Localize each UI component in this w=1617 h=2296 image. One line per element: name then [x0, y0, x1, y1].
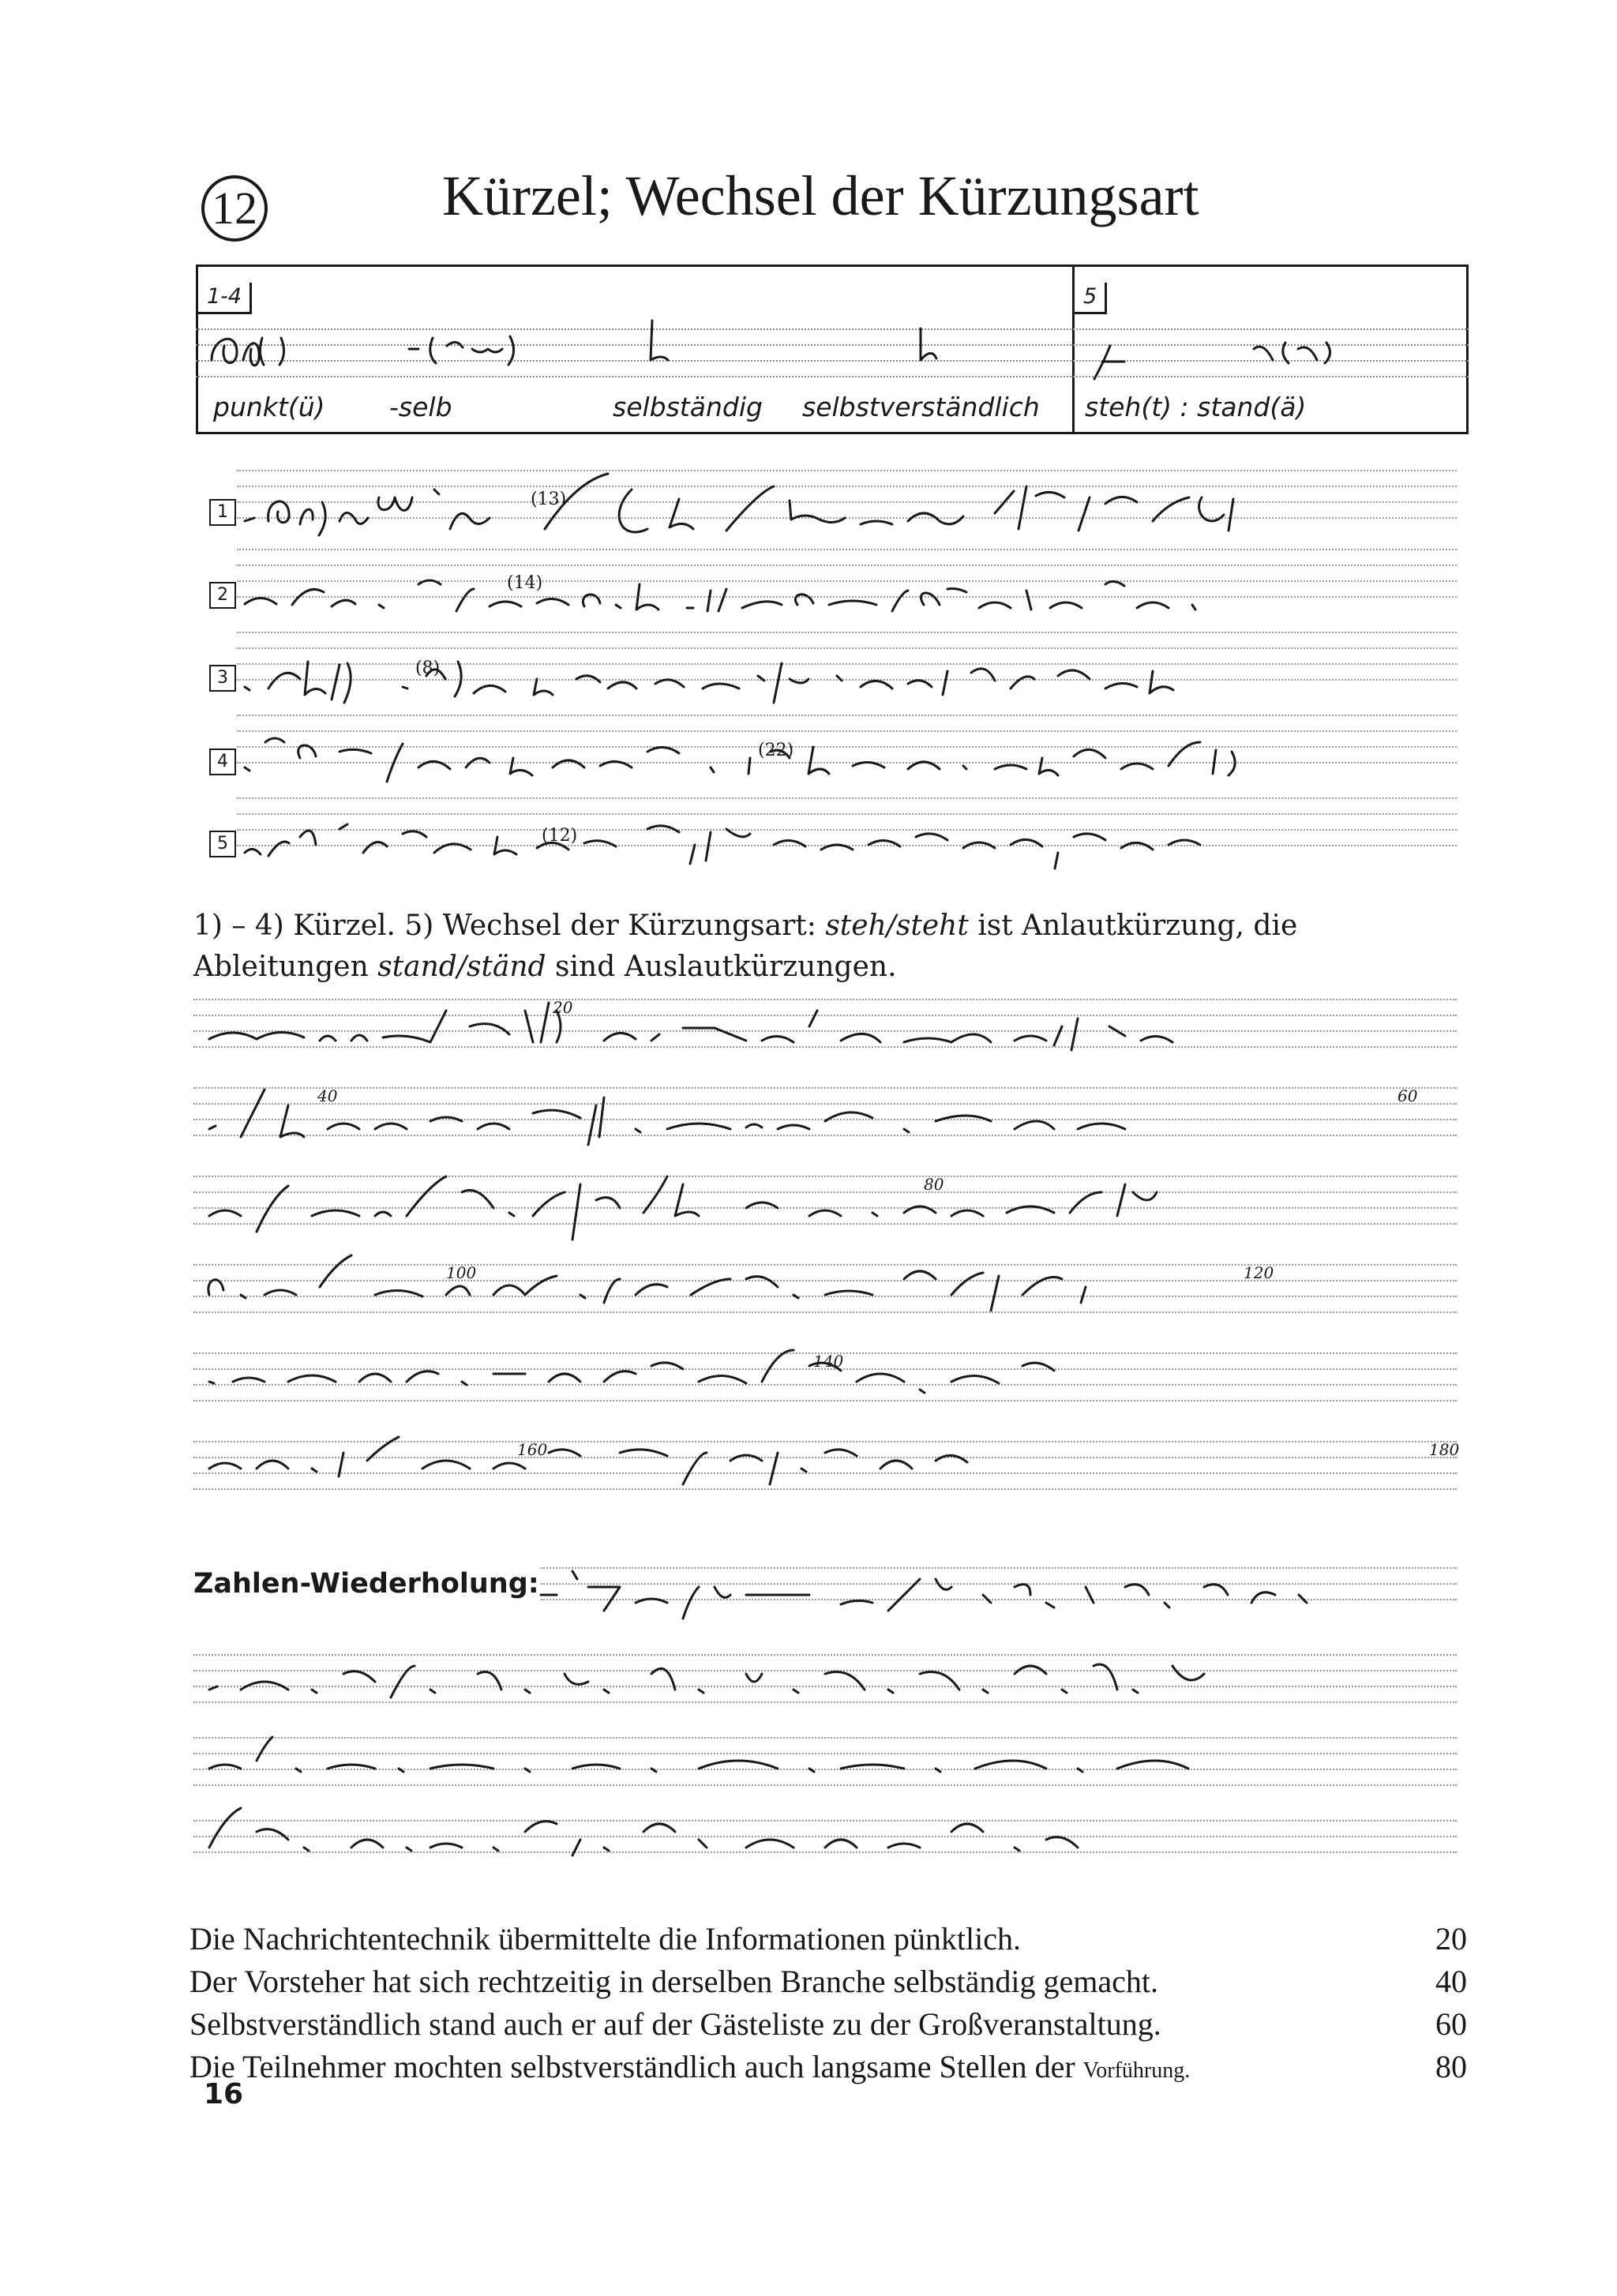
marker-12: (12): [542, 826, 578, 846]
group-tag-5: 5: [1072, 283, 1107, 314]
transcript-text-4: Die Teilnehmer mochten selbstverständlich auch langsame Stellen der Vorführung.: [189, 2049, 1191, 2084]
transcript-count-3: 60: [1435, 2006, 1467, 2042]
keyword-selbstverstaendlich: selbstverständlich: [802, 392, 1040, 422]
shorthand-text-drawing: [193, 979, 1460, 1532]
text-count-80: 80: [924, 1175, 944, 1194]
shorthand-key-table: [196, 264, 1469, 434]
table-border-bottom: [196, 432, 1469, 434]
keyword-selbstaendig: selbständig: [613, 392, 763, 422]
key-shorthand-drawing: [196, 267, 1469, 385]
marker-13: (13): [531, 490, 567, 509]
marker-22: (22): [758, 741, 794, 760]
exercise-label-5: 5: [209, 831, 236, 857]
lesson-number: 12: [212, 182, 257, 234]
text-count-160: 160: [517, 1440, 548, 1459]
page-title: Kürzel; Wechsel der Kürzungsart: [442, 164, 1199, 227]
explanation-suffix: sind Auslautkürzungen.: [546, 951, 897, 983]
text-count-180: 180: [1429, 1440, 1460, 1459]
text-count-40: 40: [317, 1086, 338, 1105]
transcript-tail-4: Vorführung.: [1082, 2058, 1191, 2083]
marker-14: (14): [507, 573, 543, 593]
transcript-count-4: 80: [1435, 2049, 1467, 2084]
exercise-label-1: 1: [209, 499, 236, 526]
explanation-prefix: 1) – 4) Kürzel. 5) Wechsel der Kürzungsart:: [193, 910, 826, 942]
transcript-line-2: [189, 1961, 1467, 2002]
transcript-line-3: [189, 2004, 1467, 2045]
keyword-punkt: punkt(ü): [213, 392, 325, 422]
text-count-120: 120: [1244, 1263, 1274, 1282]
lesson-number-badge: [201, 175, 268, 242]
text-count-140: 140: [813, 1352, 844, 1371]
transcript-line-4: [189, 2047, 1467, 2092]
text-count-100: 100: [446, 1263, 477, 1282]
explanation-emphasis-stand: stand/ständ: [377, 951, 546, 983]
exercise-label-4: 4: [209, 748, 236, 775]
page-number: 16: [204, 2078, 244, 2110]
exercise-label-3: 3: [209, 665, 236, 692]
exercise-label-2: 2: [209, 582, 236, 609]
text-count-20: 20: [553, 998, 573, 1017]
transcript-text-2: Der Vorsteher hat sich rechtzeitig in derselben Branche selbständig gemacht.: [189, 1964, 1158, 1999]
text-count-60: 60: [1398, 1086, 1418, 1105]
explanation-text: [193, 906, 1457, 988]
transcript-text-3: Selbstverständlich stand auch er auf der Gästeliste zu der Großveranstaltung.: [189, 2006, 1161, 2042]
group-tag-1-4: 1-4: [196, 283, 252, 314]
explanation-emphasis-steh: steh/steht: [825, 910, 969, 942]
transcript-count-2: 40: [1435, 1964, 1467, 1999]
transcript-count-1: 20: [1435, 1921, 1467, 1956]
transcript-line-1: [189, 1919, 1467, 1960]
explanation-middle: ist Anlautkürzung, die Ableitungen: [193, 910, 1298, 983]
marker-8: (8): [415, 658, 441, 678]
transcript-text-1: Die Nachrichtentechnik übermittelte die Informationen pünktlich.: [189, 1921, 1021, 1956]
numbers-review-label: Zahlen-Wiederholung:: [193, 1568, 539, 1600]
numbers-shorthand-drawing: [193, 1532, 1473, 1879]
keyword-selb: -selb: [389, 392, 452, 422]
keyword-steh-stand: steh(t) : stand(ä): [1085, 392, 1307, 422]
